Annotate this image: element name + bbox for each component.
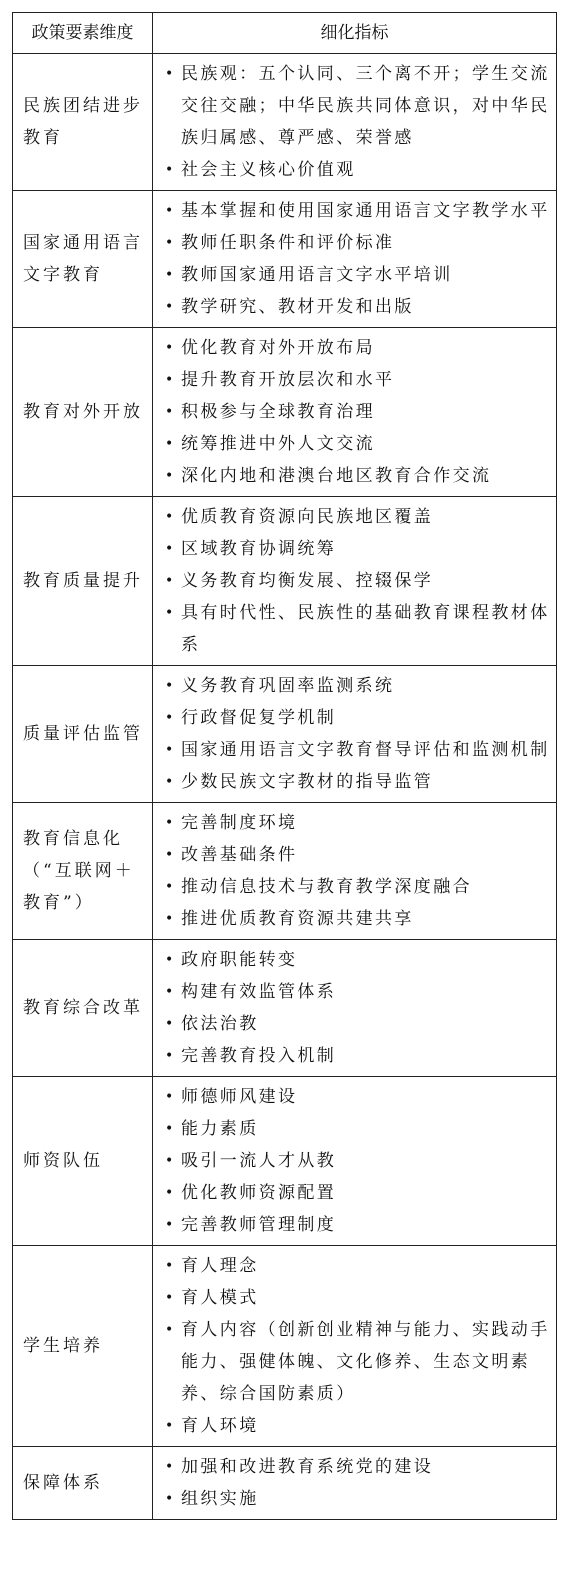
table-row [13, 803, 557, 940]
bullet-icon: • [165, 573, 176, 589]
indicator-text: 育人理念 [181, 1256, 259, 1276]
policy-element-cell: 教育对外开放 [13, 328, 153, 497]
list-item [163, 364, 550, 396]
policy-element-cell: 国家通用语言文字教育 [13, 191, 153, 328]
bullet-icon: • [165, 911, 176, 927]
indicator-list [163, 195, 550, 323]
list-item [163, 1250, 550, 1282]
indicator-text: 依法治教 [181, 1014, 259, 1034]
indicators-cell [153, 1077, 557, 1246]
indicator-text: 推动信息技术与教育教学深度融合 [181, 877, 472, 897]
indicators-cell [153, 191, 557, 328]
indicator-text: 民族观：五个认同、三个离不开；学生交流交往交融；中华民族共同体意识，对中华民族归属感、尊严感、荣誉感 [181, 64, 550, 148]
bullet-icon: • [165, 1121, 176, 1137]
list-item [163, 291, 550, 323]
indicator-list [163, 501, 550, 661]
list-item [163, 259, 550, 291]
indicators-cell [153, 328, 557, 497]
policy-elements-table [12, 12, 557, 1520]
indicator-text: 推进优质教育资源共建共享 [181, 909, 414, 929]
bullet-icon: • [165, 1089, 176, 1105]
table-row [13, 1447, 557, 1520]
bullet-icon: • [165, 1153, 176, 1169]
table-row [13, 497, 557, 666]
indicator-text: 积极参与全球教育治理 [181, 402, 375, 422]
header-detailed-indicators: 细化指标 [153, 13, 557, 54]
list-item [163, 871, 550, 903]
bullet-icon: • [165, 710, 176, 726]
table-row [13, 54, 557, 191]
table-header [13, 13, 557, 54]
list-item [163, 766, 550, 798]
list-item [163, 807, 550, 839]
indicator-list [163, 807, 550, 935]
bullet-icon: • [165, 774, 176, 790]
bullet-icon: • [165, 468, 176, 484]
indicator-text: 能力素质 [181, 1119, 259, 1139]
policy-element-cell: 质量评估监管 [13, 666, 153, 803]
indicator-text: 师德师风建设 [181, 1087, 298, 1107]
bullet-icon: • [165, 1217, 176, 1233]
indicator-list [163, 1081, 550, 1241]
list-item [163, 1209, 550, 1241]
bullet-icon: • [165, 66, 176, 82]
policy-element-cell: 教育信息化（“互联网＋教育”） [13, 803, 153, 940]
bullet-icon: • [165, 1016, 176, 1032]
bullet-icon: • [165, 678, 176, 694]
indicators-cell [153, 54, 557, 191]
bullet-icon: • [165, 1459, 176, 1475]
list-item [163, 1081, 550, 1113]
indicator-text: 育人内容（创新创业精神与能力、实践动手能力、强健体魄、文化修养、生态文明素养、综合国防素质） [181, 1320, 550, 1404]
indicator-text: 吸引一流人才从教 [181, 1151, 337, 1171]
header-element-dimension: 政策要素维度 [13, 13, 153, 54]
list-item [163, 501, 550, 533]
indicator-text: 教师任职条件和评价标准 [181, 233, 395, 253]
indicator-text: 教师国家通用语言文字水平培训 [181, 265, 453, 285]
policy-element-cell: 民族团结进步教育 [13, 54, 153, 191]
list-item [163, 1282, 550, 1314]
list-item [163, 702, 550, 734]
indicator-text: 完善制度环境 [181, 813, 298, 833]
list-item [163, 944, 550, 976]
list-item [163, 1040, 550, 1072]
indicator-text: 具有时代性、民族性的基础教育课程教材体系 [181, 603, 550, 655]
table-body [13, 54, 557, 1520]
policy-element-cell: 教育质量提升 [13, 497, 153, 666]
indicator-text: 育人环境 [181, 1416, 259, 1436]
list-item [163, 839, 550, 871]
header-row [13, 13, 557, 54]
bullet-icon: • [165, 742, 176, 758]
policy-element-cell: 保障体系 [13, 1447, 153, 1520]
bullet-icon: • [165, 267, 176, 283]
table-row [13, 328, 557, 497]
list-item [163, 1008, 550, 1040]
bullet-icon: • [165, 162, 176, 178]
list-item [163, 670, 550, 702]
indicator-text: 构建有效监管体系 [181, 982, 337, 1002]
bullet-icon: • [165, 299, 176, 315]
bullet-icon: • [165, 235, 176, 251]
indicator-text: 完善教育投入机制 [181, 1046, 337, 1066]
list-item [163, 227, 550, 259]
table-row [13, 1246, 557, 1447]
list-item [163, 428, 550, 460]
indicator-text: 育人模式 [181, 1288, 259, 1308]
indicator-text: 义务教育均衡发展、控辍保学 [181, 571, 434, 591]
bullet-icon: • [165, 1491, 176, 1507]
indicators-cell [153, 803, 557, 940]
indicator-text: 义务教育巩固率监测系统 [181, 676, 395, 696]
table-row [13, 666, 557, 803]
indicator-text: 统筹推进中外人文交流 [181, 434, 375, 454]
list-item [163, 597, 550, 661]
bullet-icon: • [165, 436, 176, 452]
list-item [163, 1113, 550, 1145]
list-item [163, 1483, 550, 1515]
indicator-text: 行政督促复学机制 [181, 708, 337, 728]
bullet-icon: • [165, 815, 176, 831]
bullet-icon: • [165, 1418, 176, 1434]
indicator-text: 深化内地和港澳台地区教育合作交流 [181, 466, 492, 486]
list-item [163, 976, 550, 1008]
indicator-text: 改善基础条件 [181, 845, 298, 865]
list-item [163, 533, 550, 565]
bullet-icon: • [165, 404, 176, 420]
bullet-icon: • [165, 605, 176, 621]
list-item [163, 154, 550, 186]
indicator-text: 少数民族文字教材的指导监管 [181, 772, 434, 792]
policy-element-cell: 教育综合改革 [13, 940, 153, 1077]
list-item [163, 1177, 550, 1209]
indicators-cell [153, 497, 557, 666]
policy-element-cell: 师资队伍 [13, 1077, 153, 1246]
indicator-text: 国家通用语言文字教育督导评估和监测机制 [181, 740, 550, 760]
bullet-icon: • [165, 847, 176, 863]
bullet-icon: • [165, 1258, 176, 1274]
table-row [13, 940, 557, 1077]
indicator-text: 提升教育开放层次和水平 [181, 370, 395, 390]
indicators-cell [153, 1447, 557, 1520]
bullet-icon: • [165, 1322, 176, 1338]
bullet-icon: • [165, 203, 176, 219]
indicator-text: 教学研究、教材开发和出版 [181, 297, 414, 317]
bullet-icon: • [165, 879, 176, 895]
policy-element-cell: 学生培养 [13, 1246, 153, 1447]
bullet-icon: • [165, 372, 176, 388]
table-row [13, 191, 557, 328]
indicator-text: 组织实施 [181, 1489, 259, 1509]
list-item [163, 1314, 550, 1410]
list-item [163, 396, 550, 428]
indicator-text: 政府职能转变 [181, 950, 298, 970]
indicators-cell [153, 666, 557, 803]
indicator-text: 优质教育资源向民族地区覆盖 [181, 507, 434, 527]
bullet-icon: • [165, 509, 176, 525]
indicator-list [163, 1451, 550, 1515]
bullet-icon: • [165, 952, 176, 968]
list-item [163, 1145, 550, 1177]
indicator-text: 加强和改进教育系统党的建设 [181, 1457, 434, 1477]
indicators-cell [153, 940, 557, 1077]
indicator-text: 社会主义核心价值观 [181, 160, 356, 180]
indicator-text: 优化教师资源配置 [181, 1183, 337, 1203]
list-item [163, 565, 550, 597]
indicator-text: 完善教师管理制度 [181, 1215, 337, 1235]
bullet-icon: • [165, 1185, 176, 1201]
indicator-text: 优化教育对外开放布局 [181, 338, 375, 358]
indicators-cell [153, 1246, 557, 1447]
indicator-list [163, 58, 550, 186]
bullet-icon: • [165, 984, 176, 1000]
list-item [163, 460, 550, 492]
indicator-list [163, 944, 550, 1072]
list-item [163, 734, 550, 766]
indicator-list [163, 1250, 550, 1442]
list-item [163, 1451, 550, 1483]
table-row [13, 1077, 557, 1246]
indicator-text: 基本掌握和使用国家通用语言文字教学水平 [181, 201, 550, 221]
list-item [163, 195, 550, 227]
bullet-icon: • [165, 1048, 176, 1064]
indicator-list [163, 332, 550, 492]
indicator-list [163, 670, 550, 798]
list-item [163, 58, 550, 154]
bullet-icon: • [165, 1290, 176, 1306]
list-item [163, 1410, 550, 1442]
list-item [163, 332, 550, 364]
bullet-icon: • [165, 541, 176, 557]
bullet-icon: • [165, 340, 176, 356]
indicator-text: 区域教育协调统筹 [181, 539, 337, 559]
list-item [163, 903, 550, 935]
